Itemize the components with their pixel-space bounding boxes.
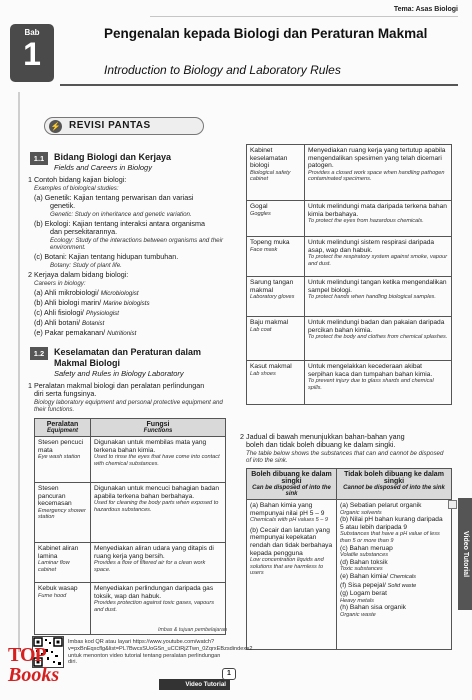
logo-books-text: Books bbox=[8, 664, 60, 686]
list-item: (b) Cecair dan larutan yang mempunyai kepekatan rendah dan tidak berbahaya kepada pengguna bbox=[250, 526, 333, 557]
revision-banner bbox=[44, 117, 204, 135]
left-margin-rail bbox=[18, 92, 20, 652]
section-number-1-2: 1.2 bbox=[30, 347, 48, 360]
revision-banner-label: REVISI PANTAS bbox=[69, 120, 151, 131]
list-item: (c) Botani: Kajian tentang hidupan tumbuhan. bbox=[34, 252, 179, 261]
list-item-translation: Organic solvents bbox=[340, 509, 382, 516]
chapter-number: 1 bbox=[23, 36, 41, 72]
scan-instruction-label: Imbas & tujuan pembelajaran bbox=[158, 627, 227, 633]
list-item-translation: their functions. bbox=[34, 406, 75, 413]
list-item-translation: Organic waste bbox=[340, 611, 376, 618]
table-header-cannot-dispose: Tidak boleh dibuang ke dalam singki Cannot be disposed of into the sink bbox=[337, 469, 452, 500]
list-item-translation: Examples of biological studies: bbox=[34, 185, 119, 192]
table-row: Topeng muka Face mask Untuk melindungi sistem respirasi daripada asap, wap dan habuk. To protect the respiratory system against smoke, vapour and dust. bbox=[247, 237, 452, 277]
section-title-1-2-cont: Makmal Biologi bbox=[54, 358, 121, 368]
career-item: (a) Ahli mikrobiologi/ Microbiologist bbox=[34, 288, 139, 297]
list-item: 1 Peralatan makmal biologi dan peralatan perlindungan bbox=[28, 381, 205, 390]
list-item-translation: Volatile substances bbox=[340, 552, 388, 559]
list-item: genetik. bbox=[50, 201, 76, 210]
career-item: (c) Ahli fisiologi/ Physiologist bbox=[34, 308, 119, 317]
topic-divider bbox=[150, 16, 458, 17]
list-item-translation: environment. bbox=[50, 244, 86, 251]
list-item-translation: Substances that have a pH value of less than 5 or more than 9 bbox=[340, 531, 440, 544]
publisher-logo bbox=[8, 645, 88, 695]
table-row: Stesen pencuci mata Eye wash station Digunakan untuk membilas mata yang terkena bahan kimia. Used to rinse the eyes that have come into contact with chemical substances. bbox=[35, 437, 226, 483]
chapter-title-en: Introduction to Biology and Laboratory Rules bbox=[104, 63, 341, 77]
table-row: Gogal Goggles Untuk melindungi mata daripada terkena bahan kimia berbahaya. To protect the eyes from hazardous chemicals. bbox=[247, 201, 452, 237]
list-item-translation: Low concentration liquids and solutions that are harmless to users bbox=[250, 557, 324, 577]
list-item: (g) Logam berat bbox=[340, 590, 387, 598]
table-row: Kasut makmal Lab shoes Untuk mengelakkan kecederaan akibat serpihan kaca dan tumpahan bahan kimia. To prevent injury due to glass shards and chemical spills. bbox=[247, 361, 452, 405]
list-item-translation: Biology laboratory equipment and personal protective equipment and bbox=[34, 399, 223, 406]
list-item: (f) Sisa pepejal/ Solid waste bbox=[340, 581, 417, 589]
chapter-badge bbox=[10, 24, 54, 82]
career-item: (d) Ahli botani/ Botanist bbox=[34, 318, 105, 327]
list-item-translation: Heavy metals bbox=[340, 597, 374, 604]
section-title-1-2: Keselamatan dan Peraturan dalam bbox=[54, 347, 202, 357]
list-item-translation: Botany: Study of plant life. bbox=[50, 262, 122, 269]
list-item-translation: The table below shows the substances that can and cannot be disposed bbox=[246, 450, 444, 457]
section-number-1-1: 1.1 bbox=[30, 152, 48, 165]
list-item: (b) Nilai pH bahan kurang daripada 5 atau lebih daripada 9 bbox=[340, 516, 443, 531]
topic-label: Tema: Asas Biologi bbox=[393, 6, 458, 13]
list-item: (d) Bahan toksik bbox=[340, 558, 388, 566]
list-item: 2 Kerjaya dalam bidang biologi: bbox=[28, 270, 129, 279]
qr-instruction: Imbas kod QR atau layari https://www.youtube.com/watch?v=pxBnEqxcflg&list=PL7BwcsSUoGSn_uCCtRjZTwn_0ZqrxEBzsdindex=2 untuk menonton video tutorial tentang peralatan perlindungan diri. bbox=[68, 639, 253, 666]
list-item-translation: Chemicals with pH values 5 – 9 bbox=[250, 517, 329, 524]
list-item-translation: Ecology: Study of the interactions between organisms and their bbox=[50, 237, 224, 244]
video-tutorial-tab-label: Video Tutorial bbox=[462, 530, 469, 578]
page-number: 1 bbox=[222, 668, 236, 680]
list-item: (c) Bahan meruap bbox=[340, 544, 393, 552]
list-item: boleh dan tidak boleh dibuang ke dalam singki. bbox=[246, 440, 396, 449]
table-header-can-dispose: Boleh dibuang ke dalam singki Can be disposed of into the sink bbox=[247, 469, 337, 500]
table-row: Baju makmal Lab coat Untuk melindungi badan dan pakaian daripada percikan bahan kimia. To protect the body and clothes from chemical splashes. bbox=[247, 317, 452, 361]
table-header-functions: Fungsi Functions bbox=[91, 419, 226, 437]
section-title-1-1: Bidang Biologi dan Kerjaya bbox=[54, 152, 172, 162]
equipment-table bbox=[34, 418, 226, 635]
list-item-translation: of into the sink. bbox=[246, 457, 288, 464]
sink-disposal-table bbox=[246, 468, 452, 650]
list-item: 2 Jadual di bawah menunjukkan bahan-bahan yang bbox=[240, 432, 405, 441]
chapter-title-ms: Pengenalan kepada Biologi dan Peraturan Makmal bbox=[104, 26, 428, 41]
video-icon bbox=[448, 500, 457, 509]
career-item: (e) Pakar pemakanan/ Nutritionist bbox=[34, 328, 137, 337]
list-item: 1 Contoh bidang kajian biologi: bbox=[28, 175, 127, 184]
section-subtitle-1-1: Fields and Careers in Biology bbox=[54, 163, 152, 172]
career-item: (b) Ahli biologi marin/ Marine biologists bbox=[34, 298, 150, 307]
lightning-icon: ⚡ bbox=[50, 122, 61, 131]
table-header-equipment: Peralatan Equipment bbox=[35, 419, 91, 437]
video-tutorial-bar: Video Tutorial bbox=[159, 679, 230, 690]
table-row: Stesen pancuran kecemasan Emergency shower station Digunakan untuk mencuci bahagian badan apabila terkena bahan berbahaya. Used for cleaning the body parts when exposed to hazardous substances. bbox=[35, 483, 226, 543]
list-item: (b) Ekologi: Kajian tentang interaksi antara organisma bbox=[34, 219, 205, 228]
table-row: Kabinet keselamatan biologi Biological safety cabinet Menyediakan ruang kerja yang tertutup apabila mengendalikan spesimen yang telah dicemari patogen. Provides a closed work space when handling pathogen contaminated specimens. bbox=[247, 145, 452, 201]
logo-top-text: TOP bbox=[8, 644, 46, 666]
table-row: Kabinet aliran lamina Laminar flow cabinet Menyediakan aliran udara yang ditapis di ruang kerja yang bersih. Provides a flow of filtered air for a clean work space. bbox=[35, 543, 226, 583]
table-row bbox=[247, 500, 452, 650]
list-item: (h) Bahan sisa organik bbox=[340, 604, 406, 612]
list-item: (a) Bahan kimia yang mempunyai nilai pH 5 – 9 bbox=[250, 502, 325, 517]
list-item-translation: Careers in biology: bbox=[34, 280, 86, 287]
title-divider bbox=[60, 84, 458, 86]
list-item: (e) Bahan kimia/ Chemicals bbox=[340, 572, 416, 580]
list-item: (a) Sebatian pelarut organik bbox=[340, 502, 422, 509]
section-subtitle-1-2: Safety and Rules in Biology Laboratory bbox=[54, 369, 184, 378]
list-item: dan persekitarannya. bbox=[50, 227, 118, 236]
list-item-translation: Toxic substances bbox=[340, 566, 383, 573]
list-item-translation: Genetic: Study on inheritance and genetic variation. bbox=[50, 211, 192, 218]
chapter-label: Bab bbox=[24, 28, 40, 37]
table-row: Sarung tangan makmal Laboratory gloves Untuk melindungi tangan ketika mengendalikan sampel biologi. To protect hands when handling biological samples. bbox=[247, 277, 452, 317]
table-row: Kebuk wasap Fume hood Menyediakan perlindungan daripada gas toksik, wap dan habuk. Provides protection against toxic gases, vapours and dust. bbox=[35, 583, 226, 635]
list-item: (a) Genetik: Kajian tentang perwarisan dan variasi bbox=[34, 193, 194, 202]
list-item: diri serta fungsinya. bbox=[34, 389, 97, 398]
equipment-table-continued bbox=[246, 144, 452, 405]
